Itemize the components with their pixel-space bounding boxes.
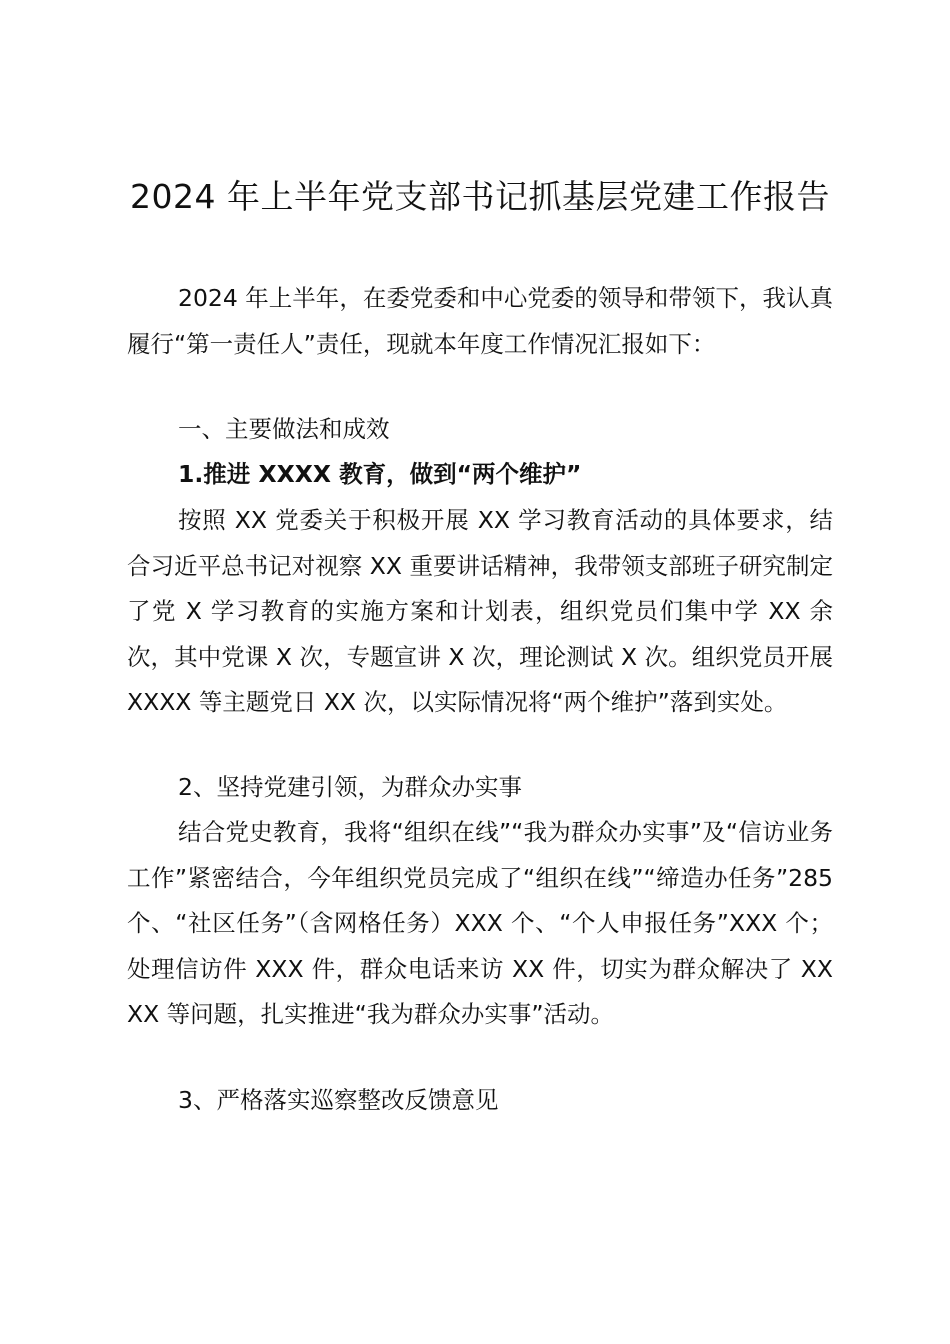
item-2-heading: 2、坚持党建引领，为群众办实事 (178, 773, 522, 801)
item-1-heading: 1.推进 XXXX 教育，做到“两个维护” (178, 460, 582, 488)
intro-paragraph: 2024 年上半年，在委党委和中心党委的领导和带领下，我认真履行“第一责任人”责任，现就本年度工作情况汇报如下： (127, 284, 833, 358)
document-title: 2024 年上半年党支部书记抓基层党建工作报告 (130, 177, 830, 216)
item-2-paragraph: 结合党史教育，我将“组织在线”“我为群众办实事”及“信访业务工作”紧密结合，今年组织党员完成了“组织在线”“缔造办任务”285 个、“社区任务”（含网格任务）XXX 个、“个人申报任务”XXX 个；处理信访件 XXX 件，群众电话来访 XX 件，切实为群众解决了 XXXX 等问题，扎实推进“我为群众办实事”活动。 (127, 818, 833, 1028)
item-3-heading: 3、严格落实巡察整改反馈意见 (178, 1086, 499, 1114)
item-1-paragraph: 按照 XX 党委关于积极开展 XX 学习教育活动的具体要求，结合习近平总书记对视察 XX 重要讲话精神，我带领支部班子研究制定了党 X 学习教育的实施方案和计划表，组织党员们集中学 XX 余次，其中党课 X 次，专题宣讲 X 次，理论测试 X 次。组织党员开展 XXXX 等主题党日 XX 次，以实际情况将“两个维护”落到实处。 (127, 506, 833, 716)
section-heading-main-practices: 一、主要做法和成效 (178, 415, 390, 443)
